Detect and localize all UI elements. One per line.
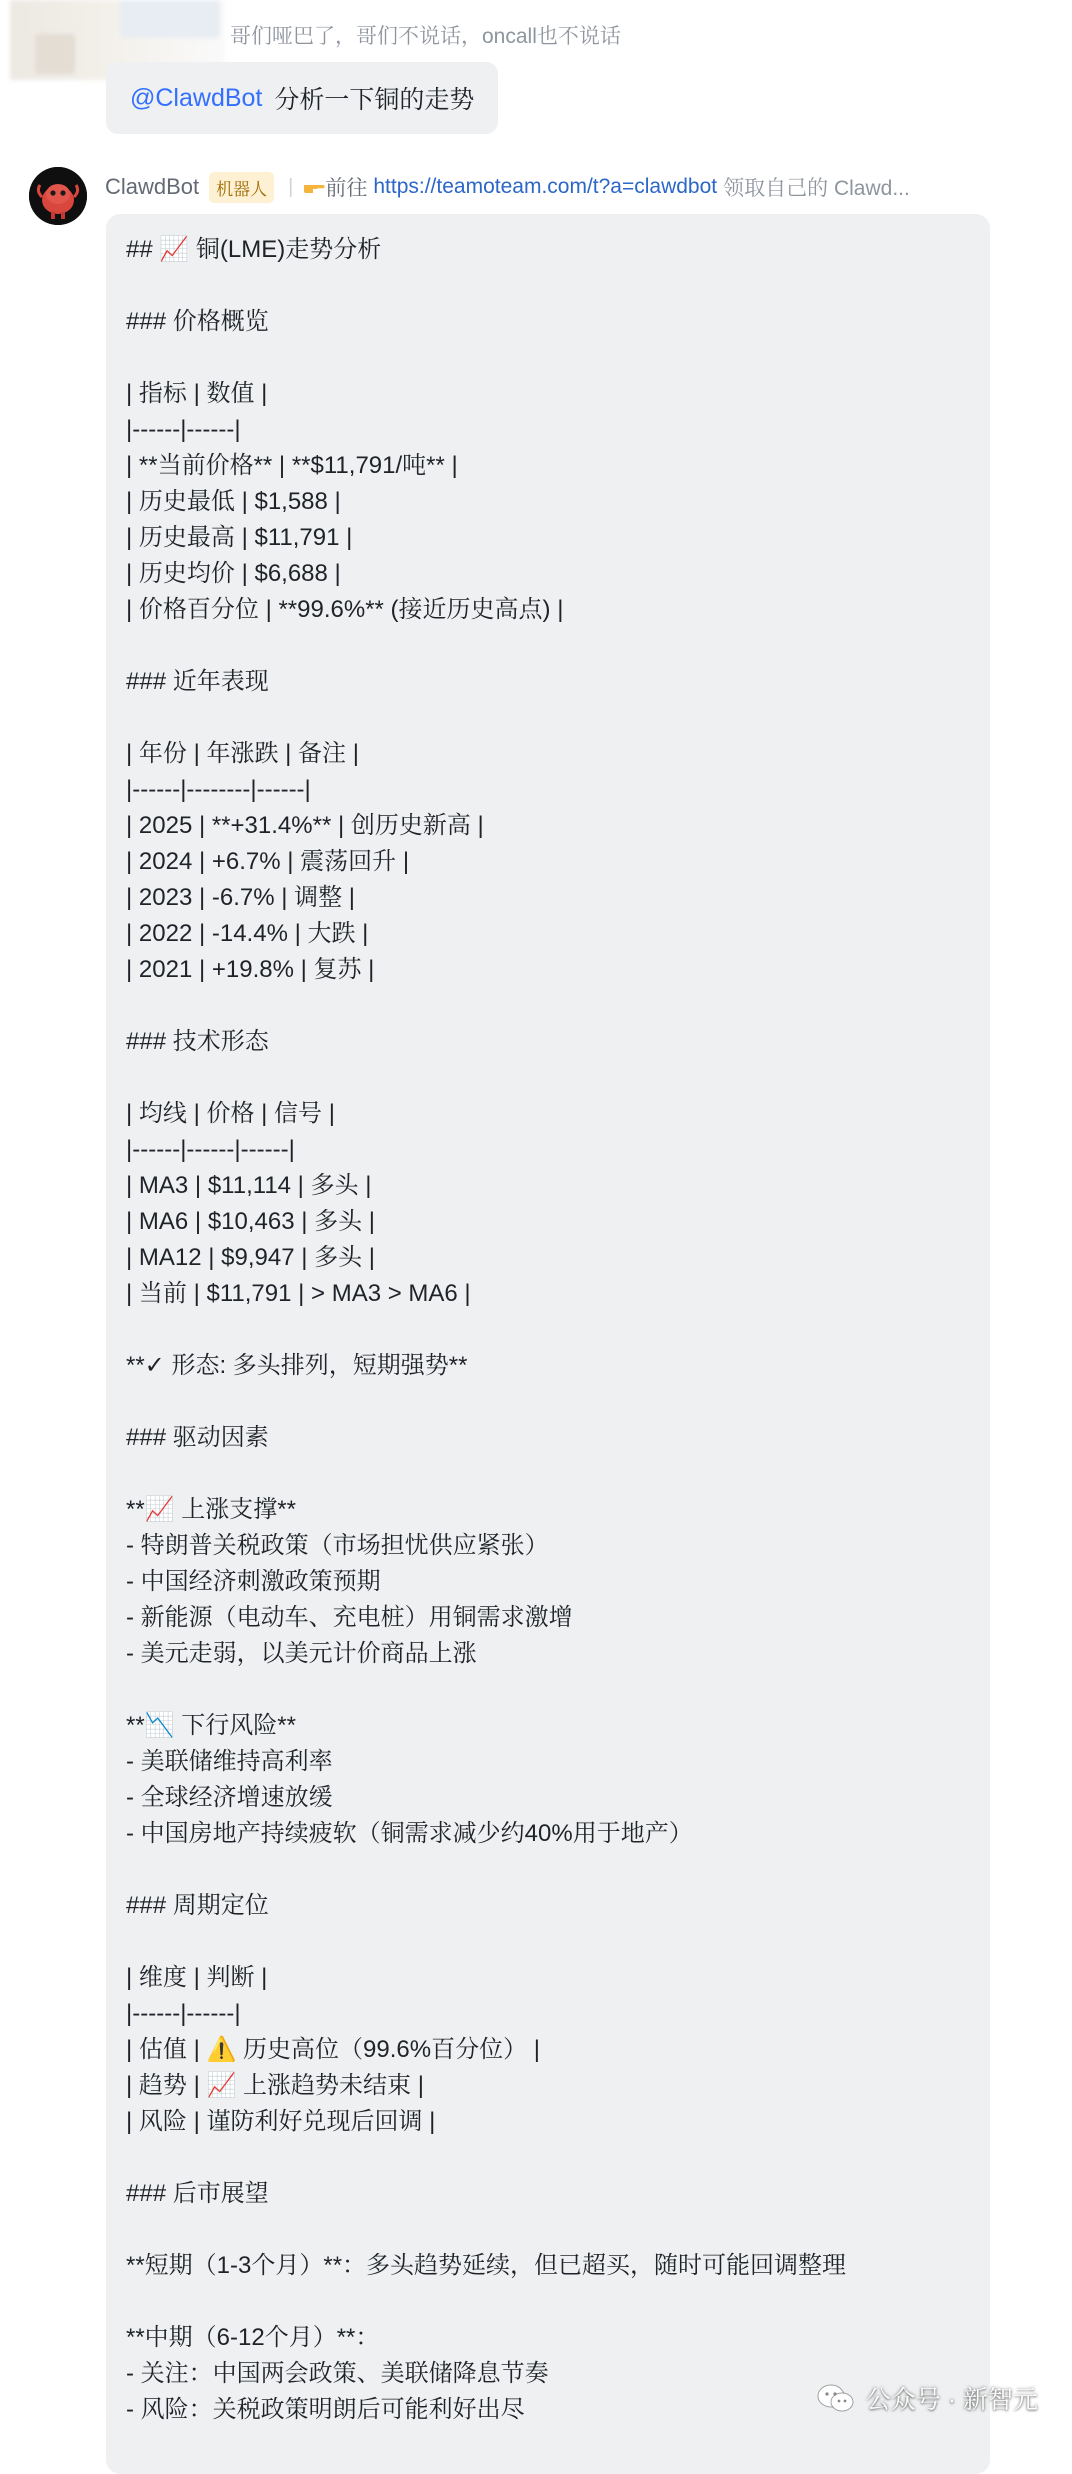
message-blank-line (126, 1060, 986, 1096)
message-line: ### 后市展望 (126, 2180, 269, 2207)
message-blank-line (126, 2140, 986, 2176)
message-line: ### 周期定位 (126, 1892, 269, 1919)
message-line: - 中国房地产持续疲软（铜需求减少约40%用于地产） (126, 1820, 693, 1847)
notice-prefix: 前往 (325, 177, 368, 200)
message-blank-line (126, 628, 986, 664)
bot-message-content (126, 232, 986, 2428)
message-line: | 2024 | +6.7% | 震荡回升 | (126, 848, 410, 875)
pointing-hand-icon (303, 175, 325, 199)
wechat-icon (816, 2383, 856, 2413)
message-line: |------|------| (126, 416, 241, 443)
message-line: |------|------|------| (126, 1136, 295, 1163)
message-line: ### 价格概览 (126, 308, 269, 335)
message-line: | 风险 | 谨防利好兑现后回调 | (126, 2108, 436, 2135)
watermark (816, 2380, 1038, 2416)
message-blank-line (126, 1384, 986, 1420)
message-line: **短期（1-3个月）**：多头趋势延续，但已超买，随时可能回调整理 (126, 2252, 847, 2279)
message-blank-line (126, 700, 986, 736)
message-line: - 新能源（电动车、充电桩）用铜需求激增 (126, 1604, 573, 1631)
message-line: | 估值 | ⚠️ 历史高位（99.6%百分位） | (126, 2036, 540, 2063)
message-line: |------|--------|------| (126, 776, 311, 803)
message-line: - 美元走弱，以美元计价商品上涨 (126, 1640, 477, 1667)
message-line: | 价格百分位 | **99.6%** (接近历史高点) | (126, 596, 564, 623)
notice-link[interactable]: https://teamoteam.com/t?a=clawdbot (373, 175, 718, 198)
message-line: | 年份 | 年涨跌 | 备注 | (126, 740, 359, 767)
message-blank-line (126, 1924, 986, 1960)
message-line: - 全球经济增速放缓 (126, 1784, 333, 1811)
message-line: | 维度 | 判断 | (126, 1964, 268, 1991)
message-line: **📈 上涨支撑** (126, 1496, 296, 1523)
message-line: | MA6 | $10,463 | 多头 | (126, 1208, 376, 1235)
message-blank-line (126, 1672, 986, 1708)
message-line: | 历史最高 | $11,791 | (126, 524, 353, 551)
message-line: |------|------| (126, 2000, 241, 2027)
message-line: ## 📈 铜(LME)走势分析 (126, 236, 382, 263)
message-line: | MA12 | $9,947 | 多头 | (126, 1244, 376, 1271)
message-line: - 关注：中国两会政策、美联储降息节奏 (126, 2360, 549, 2387)
notice-suffix: 领取自己的 Clawd... (723, 177, 910, 200)
message-line: ### 技术形态 (126, 1028, 269, 1055)
message-blank-line (126, 340, 986, 376)
message-line: | 2025 | **+31.4%** | 创历史新高 | (126, 812, 484, 839)
quoted-message[interactable]: 哥们哑巴了，哥们不说话，oncall也不说话 (230, 25, 621, 48)
message-line: | 历史均价 | $6,688 | (126, 560, 341, 587)
message-line: **中期（6-12个月）**： (126, 2324, 380, 2351)
message-line: | 趋势 | 📈 上涨趋势未结束 | (126, 2072, 424, 2099)
message-line: | MA3 | $11,114 | 多头 | (126, 1172, 372, 1199)
user-message-bubble[interactable] (106, 62, 498, 134)
message-line: | 历史最低 | $1,588 | (126, 488, 341, 515)
message-line: | 2021 | +19.8% | 复苏 | (126, 956, 375, 983)
message-line: | 均线 | 价格 | 信号 | (126, 1100, 335, 1127)
message-line: - 美联储维持高利率 (126, 1748, 333, 1775)
message-blank-line (126, 988, 986, 1024)
message-line: | 指标 | 数值 | (126, 380, 268, 407)
header-divider: | (288, 175, 294, 198)
bot-message-header (105, 170, 910, 204)
user-message-text: 分析一下铜的走势 (274, 86, 475, 114)
message-line: ### 驱动因素 (126, 1424, 269, 1451)
message-line: - 特朗普关税政策（市场担忧供应紧张） (126, 1532, 549, 1559)
message-blank-line (126, 2212, 986, 2248)
message-line: | 当前 | $11,791 | > MA3 > MA6 | (126, 1280, 471, 1307)
message-blank-line (126, 1312, 986, 1348)
message-blank-line (126, 268, 986, 304)
message-line: | 2022 | -14.4% | 大跌 | (126, 920, 369, 947)
message-line: - 风险：关税政策明朗后可能利好出尽 (126, 2396, 525, 2423)
watermark-text: 公众号 · 新智元 (865, 2386, 1038, 2414)
message-line: **✓ 形态: 多头排列，短期强势** (126, 1352, 468, 1379)
bot-name[interactable]: ClawdBot (105, 174, 200, 199)
message-blank-line (126, 2284, 986, 2320)
bot-tag-badge: 机器人 (209, 172, 274, 203)
message-line: | **当前价格** | **$11,791/吨** | (126, 452, 458, 479)
message-line: **📉 下行风险** (126, 1712, 296, 1739)
message-line: ### 近年表现 (126, 668, 269, 695)
message-line: - 中国经济刺激政策预期 (126, 1568, 381, 1595)
message-line: | 2023 | -6.7% | 调整 | (126, 884, 356, 911)
message-blank-line (126, 1852, 986, 1888)
mention-link[interactable]: @ClawdBot (130, 83, 263, 112)
robot-avatar-icon[interactable] (29, 167, 87, 225)
message-blank-line (126, 1456, 986, 1492)
